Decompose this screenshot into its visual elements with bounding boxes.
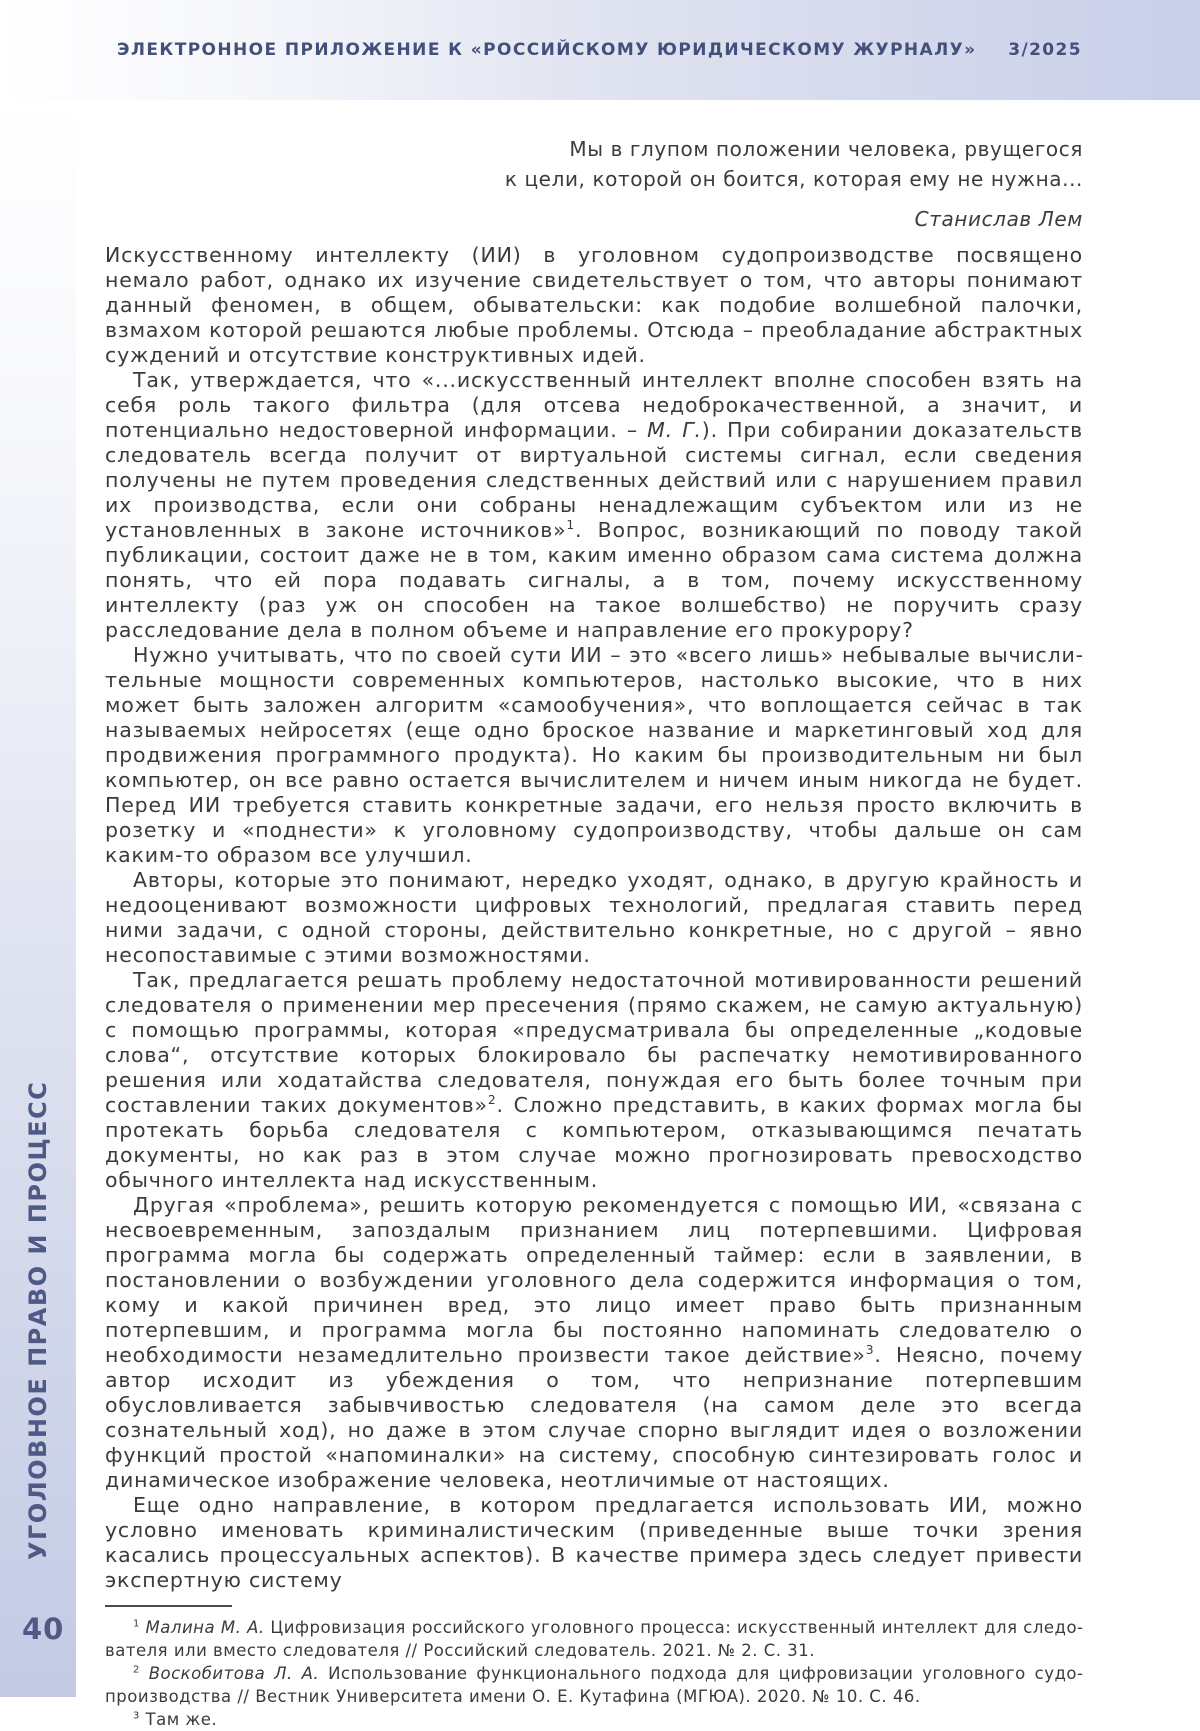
epigraph [105, 134, 1083, 194]
epigraph-author: Станислав Лем [914, 207, 1083, 231]
footnote: $^3$ Там же. [133, 1710, 218, 1729]
issue-number: 3/2025 [1008, 40, 1082, 60]
epigraph-line: к цели, которой он боится, которая ему не нужна... [504, 167, 1083, 191]
journal-title: ЭЛЕКТРОННОЕ ПРИЛОЖЕНИЕ К «РОССИЙСКОМУ ЮРИДИЧЕСКОМУ ЖУРНАЛУ» [117, 40, 977, 60]
body-paragraph: Авторы, которые это понимают, нередко уходят, однако, в другую крайность и недооценивают возможности цифровых технологий, предлагая ставить перед ними задачи, с одной стороны, действительно конкретные, но с другой – явно несопоставимые с этими возможностями. [105, 868, 1083, 967]
body-paragraph: Так, предлагается решать проблему недостаточной мотивированности решений следователя о применении мер пресечения (прямо скажем, не самую актуальную) с помощью программы, которая «предусматривала бы определенные „кодовые слова“, отсутствие которых блокировало бы распечатку немотивированного решения или ходатайства следователя, понуждая его быть более точным при составлении таких документов»$^2$. Сложно представить, в каких формах могла бы протекать борьба следователя с компьютером, отказывающимся печатать документы, но как раз в этом случае можно прогнозировать превосходство обычного интеллекта над искусственным. [105, 968, 1083, 1192]
footnotes [105, 1616, 1083, 1731]
body-paragraph: Нужно учитывать, что по своей сути ИИ – это «всего лишь» небывалые вычислительные мощности современных компьютеров, настолько высокие, что в них может быть заложен алгоритм «самообучения», что воплощается сейчас в так называемых нейросетях (еще одно броское название и маркетинговый ход для продвижения программного продукта). Но каким бы производительным ни был компьютер, он все равно остается вычислителем и ничем иным никогда не будет. Перед ИИ требуется ставить конкретные задачи, его нельзя просто включить в розетку и «поднести» к уголовному судопроизводству, чтобы дальше он сам каким-то образом все улучшил. [105, 643, 1083, 867]
epigraph-line: Мы в глупом положении человека, рвущегося [569, 137, 1083, 161]
footnote: $^2$ Воскобитова Л. А. Использование функционального подхода для цифровизации уголовного судопроизводства // Вестник Университета имени О. Е. Кутафина (МГЮА). 2020. № 10. С. 46. [105, 1664, 1083, 1706]
body-paragraph: Искусственному интеллекту (ИИ) в уголовном судопроизводстве посвящено немало работ, однако их изучение свидетельствует о том, что авторы понимают данный феномен, в общем, обывательски: как подобие волшебной палочки, взмахом которой решаются любые проблемы. Отсюда – преобладание абстрактных суждений и отсутствие конструктивных идей. [105, 243, 1083, 367]
page-number: 40 [22, 1612, 65, 1646]
page-header [0, 0, 1200, 100]
footnote: $^1$ Малина М. А. Цифровизация российского уголовного процесса: искусственный интеллект для следователя или вместо следователя // Российский следователь. 2021. № 2. С. 31. [105, 1618, 1084, 1660]
footnote-divider [105, 1605, 232, 1607]
section-title-vertical: УГОЛОВНОЕ ПРАВО И ПРОЦЕСС [24, 1080, 52, 1560]
body-paragraph: Другая «проблема», решить которую рекомендуется с помощью ИИ, «связана с несвоевременным, запоздалым признанием лиц потерпевшими. Цифровая программа могла бы содержать определенный таймер: если в заявлении, в постановлении о возбуждении уголовного дела содержится информация о том, кому и какой причинен вред, это лицо имеет право быть признанным потерпевшим, и программа могла бы постоянно напоминать следователю о необходимости незамедлительно произвести такое действие»$^3$. Неясно, почему автор исходит из убеждения о том, что непризнание потерпевшим обусловливается забывчивостью следователя (на самом деле это всегда сознательный ход), но даже в этом случае спорно выглядит идея о возложении функций простой «напоминалки» на систему, способную синтезировать голос и динамическое изображение человека, неотличимые от настоящих. [105, 1193, 1083, 1492]
body-paragraph: Еще одно направление, в котором предлагается использовать ИИ, можно условно именовать криминалистическим (приведенные выше точки зрения касались процессуальных аспектов). В качестве примера здесь следует привести экспертную систему [105, 1493, 1083, 1592]
article-content [105, 100, 1083, 1731]
body-paragraph: Так, утверждается, что «...искусственный интеллект вполне способен взять на себя роль такого фильтра (для отсева недоброкачественной, а значит, и потенциально недостоверной информации. – М. Г.). При собирании доказательств следователь всегда получит от виртуальной системы сигнал, если сведения получены не путем проведения следственных действий или с нарушением правил их производства, если они собраны ненадлежащим субъектом или из не установленных в законе источников»$^1$. Вопрос, возникающий по поводу такой публикации, состоит даже не в том, каким именно образом сама система должна понять, что ей пора подавать сигналы, а в том, почему искусственному интеллекту (раз уж он способен на такое волшебство) не поручить сразу расследование дела в полном объеме и направление его прокурору? [105, 368, 1083, 642]
article-body [105, 243, 1083, 1593]
